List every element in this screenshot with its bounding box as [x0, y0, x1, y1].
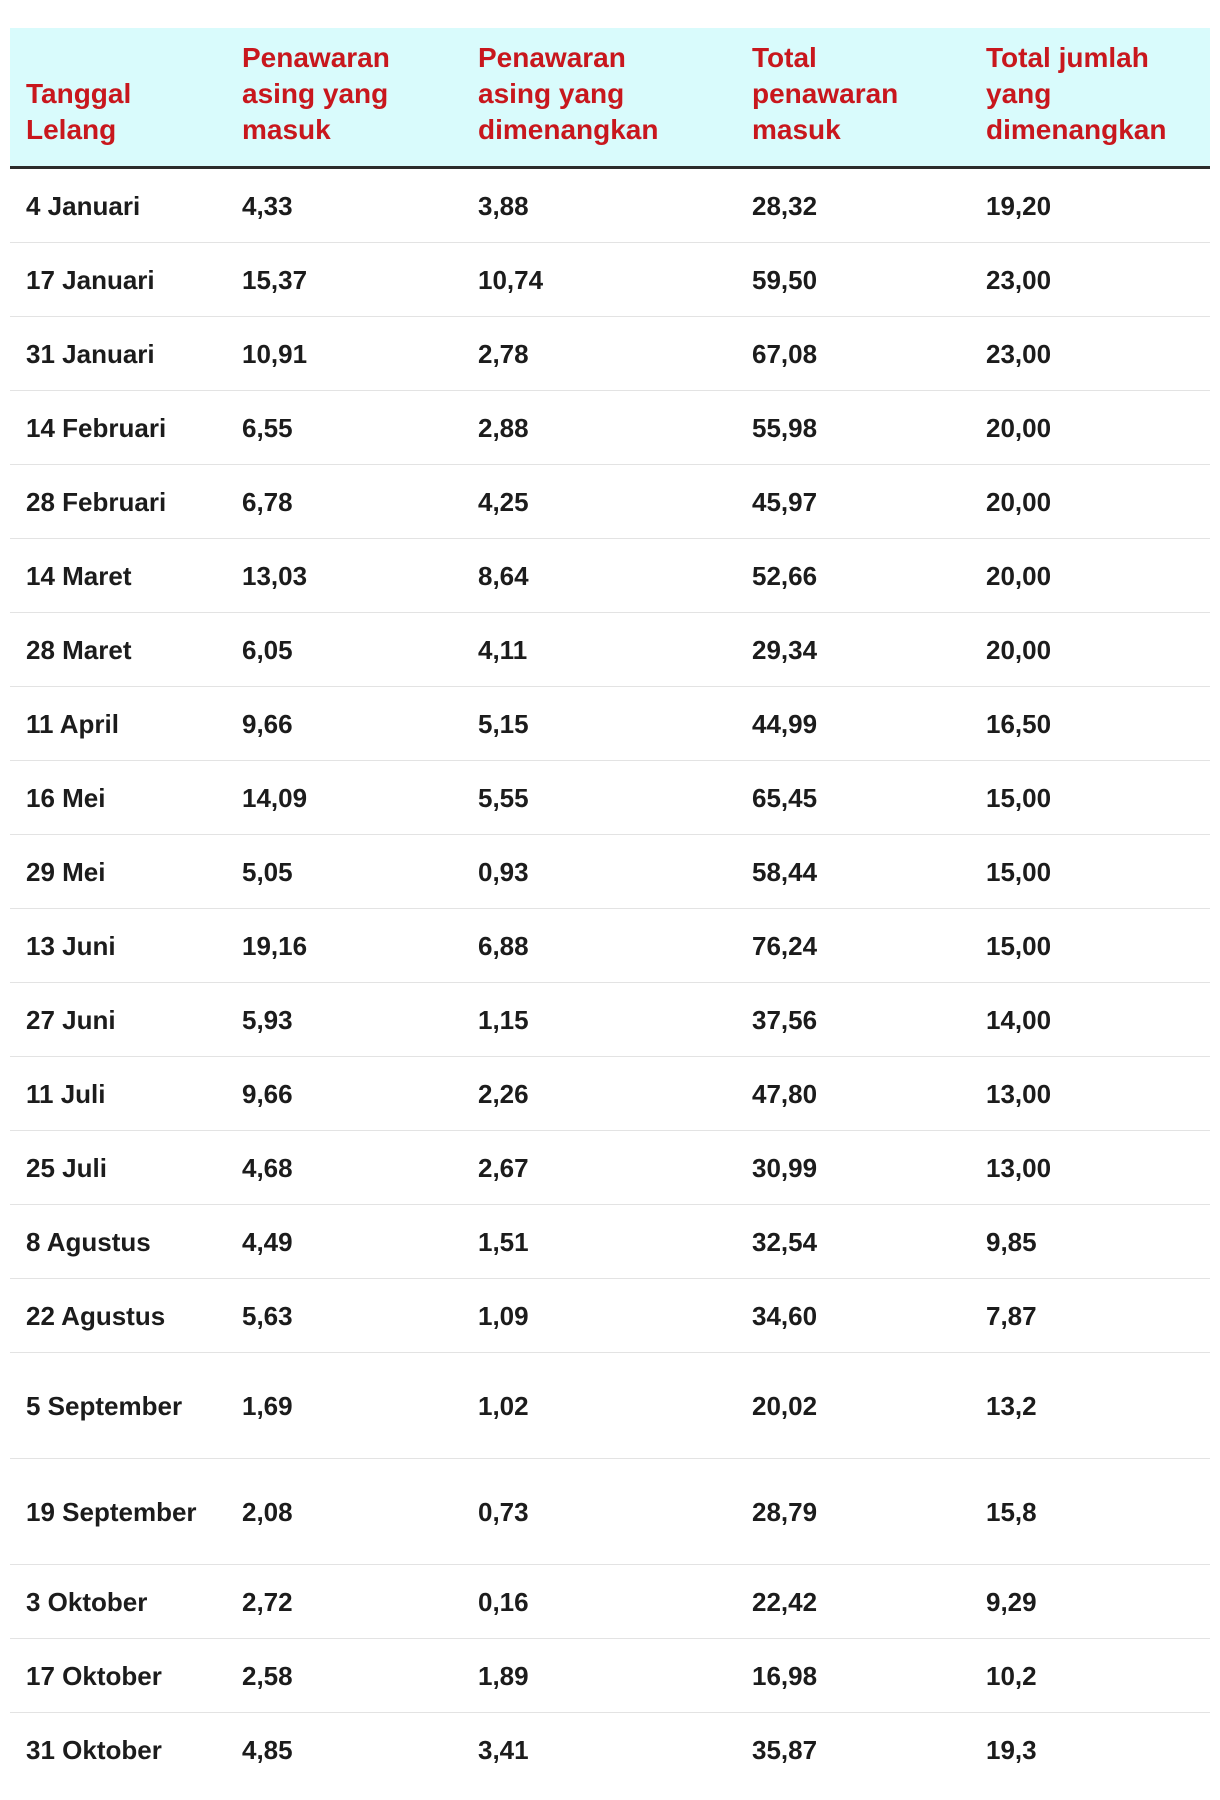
- cell-foreign-bids-in: 2,58: [226, 1639, 462, 1713]
- cell-foreign-bids-won: 1,02: [462, 1353, 736, 1459]
- table-row: [10, 1459, 1210, 1565]
- header-total-dimenangkan: [970, 28, 1210, 168]
- cell-auction-date: 28 Februari: [10, 465, 226, 539]
- cell-auction-date: 31 Januari: [10, 317, 226, 391]
- cell-total-bids-in: 34,60: [736, 1279, 970, 1353]
- cell-total-won: 16,50: [970, 687, 1210, 761]
- column-header-line: dimenangkan: [986, 114, 1167, 145]
- cell-total-won: 23,00: [970, 317, 1210, 391]
- cell-total-bids-in: 30,99: [736, 1131, 970, 1205]
- cell-auction-date: 17 Oktober: [10, 1639, 226, 1713]
- table-row: [10, 243, 1210, 317]
- cell-total-won: 20,00: [970, 465, 1210, 539]
- column-header-line: Total jumlah: [986, 42, 1149, 73]
- table-row: [10, 465, 1210, 539]
- cell-total-won: 10,2: [970, 1639, 1210, 1713]
- cell-auction-date: 14 Maret: [10, 539, 226, 613]
- cell-auction-date: 19 September: [10, 1459, 226, 1565]
- table-row: [10, 1565, 1210, 1639]
- cell-foreign-bids-won: 6,88: [462, 909, 736, 983]
- cell-foreign-bids-in: 10,91: [226, 317, 462, 391]
- cell-total-won: 14,00: [970, 983, 1210, 1057]
- cell-auction-date: 25 Juli: [10, 1131, 226, 1205]
- cell-auction-date: 11 April: [10, 687, 226, 761]
- cell-foreign-bids-won: 1,09: [462, 1279, 736, 1353]
- column-header-line: Penawaran: [242, 42, 390, 73]
- table-row: [10, 391, 1210, 465]
- cell-foreign-bids-won: 1,89: [462, 1639, 736, 1713]
- cell-auction-date: 16 Mei: [10, 761, 226, 835]
- cell-foreign-bids-in: 9,66: [226, 1057, 462, 1131]
- column-header-line: dimenangkan: [478, 114, 659, 145]
- header-row: [10, 28, 1210, 168]
- cell-foreign-bids-in: 15,37: [226, 243, 462, 317]
- header-penawaran-asing-dimenangkan: [462, 28, 736, 168]
- cell-total-won: 19,3: [986, 1734, 1037, 1765]
- cell-auction-date: 27 Juni: [10, 983, 226, 1057]
- cell-foreign-bids-in: 4,68: [226, 1131, 462, 1205]
- cell-total-won: 15,00: [970, 761, 1210, 835]
- cell-total-bids-in: 28,32: [736, 168, 970, 243]
- table-row: [10, 983, 1210, 1057]
- cell-auction-date: 14 Februari: [10, 391, 226, 465]
- cell-foreign-bids-won: 2,88: [462, 391, 736, 465]
- cell-total-bids-in: 22,42: [736, 1565, 970, 1639]
- cell-total-won: 23,00: [970, 243, 1210, 317]
- table-row: [10, 835, 1210, 909]
- cell-total-won: 13,2: [970, 1353, 1210, 1459]
- column-header-line: yang: [986, 78, 1052, 109]
- table-row: [10, 909, 1210, 983]
- cell-total-bids-in: 65,45: [736, 761, 970, 835]
- cell-foreign-bids-won: 2,67: [462, 1131, 736, 1205]
- cell-auction-date: 3 Oktober: [10, 1565, 226, 1639]
- cell-foreign-bids-won: 3,88: [462, 168, 736, 243]
- cell-auction-date: 8 Agustus: [10, 1205, 226, 1279]
- cell-total-bids-in: 45,97: [736, 465, 970, 539]
- cell-foreign-bids-won: 5,55: [462, 761, 736, 835]
- cell-auction-date: 4 Januari: [10, 168, 226, 243]
- cell-foreign-bids-won: 3,41: [478, 1734, 529, 1765]
- table-row: [10, 687, 1210, 761]
- cell-foreign-bids-in: 5,93: [226, 983, 462, 1057]
- table-row: [10, 317, 1210, 391]
- header-total-penawaran-masuk: [736, 28, 970, 168]
- cell-total-bids-in: 35,87: [752, 1734, 818, 1765]
- cell-foreign-bids-in: 6,55: [226, 391, 462, 465]
- cell-auction-date: 22 Agustus: [10, 1279, 226, 1353]
- table-row: [10, 1713, 1210, 1787]
- cell-total-bids-in: 16,98: [736, 1639, 970, 1713]
- column-header-line: penawaran: [752, 78, 899, 109]
- column-header-line: asing yang: [242, 78, 389, 109]
- table-row: [10, 761, 1210, 835]
- cell-total-won: 13,00: [970, 1057, 1210, 1131]
- cell-total-bids-in: 47,80: [736, 1057, 970, 1131]
- cell-total-won: 20,00: [970, 391, 1210, 465]
- cell-foreign-bids-won: 2,78: [462, 317, 736, 391]
- cell-total-won: 20,00: [970, 539, 1210, 613]
- cell-foreign-bids-won: 0,93: [462, 835, 736, 909]
- header-penawaran-asing-masuk: [226, 28, 462, 168]
- cell-total-bids-in: 67,08: [736, 317, 970, 391]
- cell-auction-date: 5 September: [10, 1353, 226, 1459]
- cell-foreign-bids-in: 5,63: [226, 1279, 462, 1353]
- cell-foreign-bids-in: 1,69: [226, 1353, 462, 1459]
- data-table-container: [10, 28, 1210, 1786]
- cell-total-bids-in: 32,54: [736, 1205, 970, 1279]
- cell-total-won: 13,00: [970, 1131, 1210, 1205]
- table-row: [10, 1057, 1210, 1131]
- cell-total-bids-in: 52,66: [736, 539, 970, 613]
- table-row: [10, 613, 1210, 687]
- cell-foreign-bids-won: 0,16: [462, 1565, 736, 1639]
- column-header-line: Tanggal: [26, 78, 132, 109]
- cell-auction-date: 11 Juli: [10, 1057, 226, 1131]
- cell-foreign-bids-won: 4,11: [462, 613, 736, 687]
- table-row: [10, 1131, 1210, 1205]
- column-header-line: Penawaran: [478, 42, 626, 73]
- cell-total-won: 7,87: [970, 1279, 1210, 1353]
- cell-foreign-bids-in: 13,03: [226, 539, 462, 613]
- cell-foreign-bids-in: 4,33: [226, 168, 462, 243]
- cell-foreign-bids-in: 4,85: [242, 1734, 293, 1765]
- table-row: [10, 1353, 1210, 1459]
- cell-total-bids-in: 76,24: [736, 909, 970, 983]
- cell-total-won: 15,00: [970, 835, 1210, 909]
- cell-total-bids-in: 37,56: [736, 983, 970, 1057]
- cell-auction-date: 31 Oktober: [26, 1734, 162, 1765]
- cell-foreign-bids-won: 10,74: [462, 243, 736, 317]
- cell-foreign-bids-won: 2,26: [462, 1057, 736, 1131]
- cell-foreign-bids-in: 14,09: [226, 761, 462, 835]
- cell-foreign-bids-in: 6,78: [226, 465, 462, 539]
- column-header-line: Total: [752, 42, 817, 73]
- table-row: [10, 539, 1210, 613]
- cell-auction-date: 17 Januari: [10, 243, 226, 317]
- cell-auction-date: 29 Mei: [10, 835, 226, 909]
- cell-total-won: 9,85: [970, 1205, 1210, 1279]
- cell-total-bids-in: 29,34: [736, 613, 970, 687]
- table-body: [10, 168, 1210, 1787]
- column-header-line: Lelang: [26, 114, 117, 145]
- column-header-line: masuk: [752, 114, 841, 145]
- cell-total-won: 9,29: [970, 1565, 1210, 1639]
- cell-total-bids-in: 58,44: [736, 835, 970, 909]
- table-header: [10, 28, 1210, 168]
- cell-auction-date: 28 Maret: [10, 613, 226, 687]
- cell-foreign-bids-won: 4,25: [462, 465, 736, 539]
- cell-total-bids-in: 20,02: [736, 1353, 970, 1459]
- cell-total-won: 20,00: [970, 613, 1210, 687]
- cell-foreign-bids-won: 1,15: [462, 983, 736, 1057]
- cell-total-bids-in: 59,50: [736, 243, 970, 317]
- cell-foreign-bids-in: 4,49: [226, 1205, 462, 1279]
- cell-total-bids-in: 28,79: [736, 1459, 970, 1565]
- column-header-line: masuk: [242, 114, 331, 145]
- auction-table: [10, 28, 1210, 1786]
- cell-auction-date: 13 Juni: [10, 909, 226, 983]
- cell-foreign-bids-won: 8,64: [462, 539, 736, 613]
- table-row: [10, 168, 1210, 243]
- cell-total-won: 15,00: [970, 909, 1210, 983]
- table-row: [10, 1639, 1210, 1713]
- column-header-line: asing yang: [478, 78, 625, 109]
- cell-total-won: 15,8: [970, 1459, 1210, 1565]
- cell-total-bids-in: 44,99: [736, 687, 970, 761]
- table-row: [10, 1279, 1210, 1353]
- cell-foreign-bids-won: 5,15: [462, 687, 736, 761]
- cell-total-bids-in: 55,98: [736, 391, 970, 465]
- cell-foreign-bids-in: 2,08: [226, 1459, 462, 1565]
- cell-foreign-bids-won: 0,73: [462, 1459, 736, 1565]
- cell-foreign-bids-in: 19,16: [226, 909, 462, 983]
- cell-foreign-bids-in: 5,05: [226, 835, 462, 909]
- cell-foreign-bids-won: 1,51: [462, 1205, 736, 1279]
- cell-foreign-bids-in: 9,66: [226, 687, 462, 761]
- cell-total-won: 19,20: [970, 168, 1210, 243]
- table-row: [10, 1205, 1210, 1279]
- cell-foreign-bids-in: 2,72: [226, 1565, 462, 1639]
- cell-foreign-bids-in: 6,05: [226, 613, 462, 687]
- header-tanggal-lelang: [10, 28, 226, 168]
